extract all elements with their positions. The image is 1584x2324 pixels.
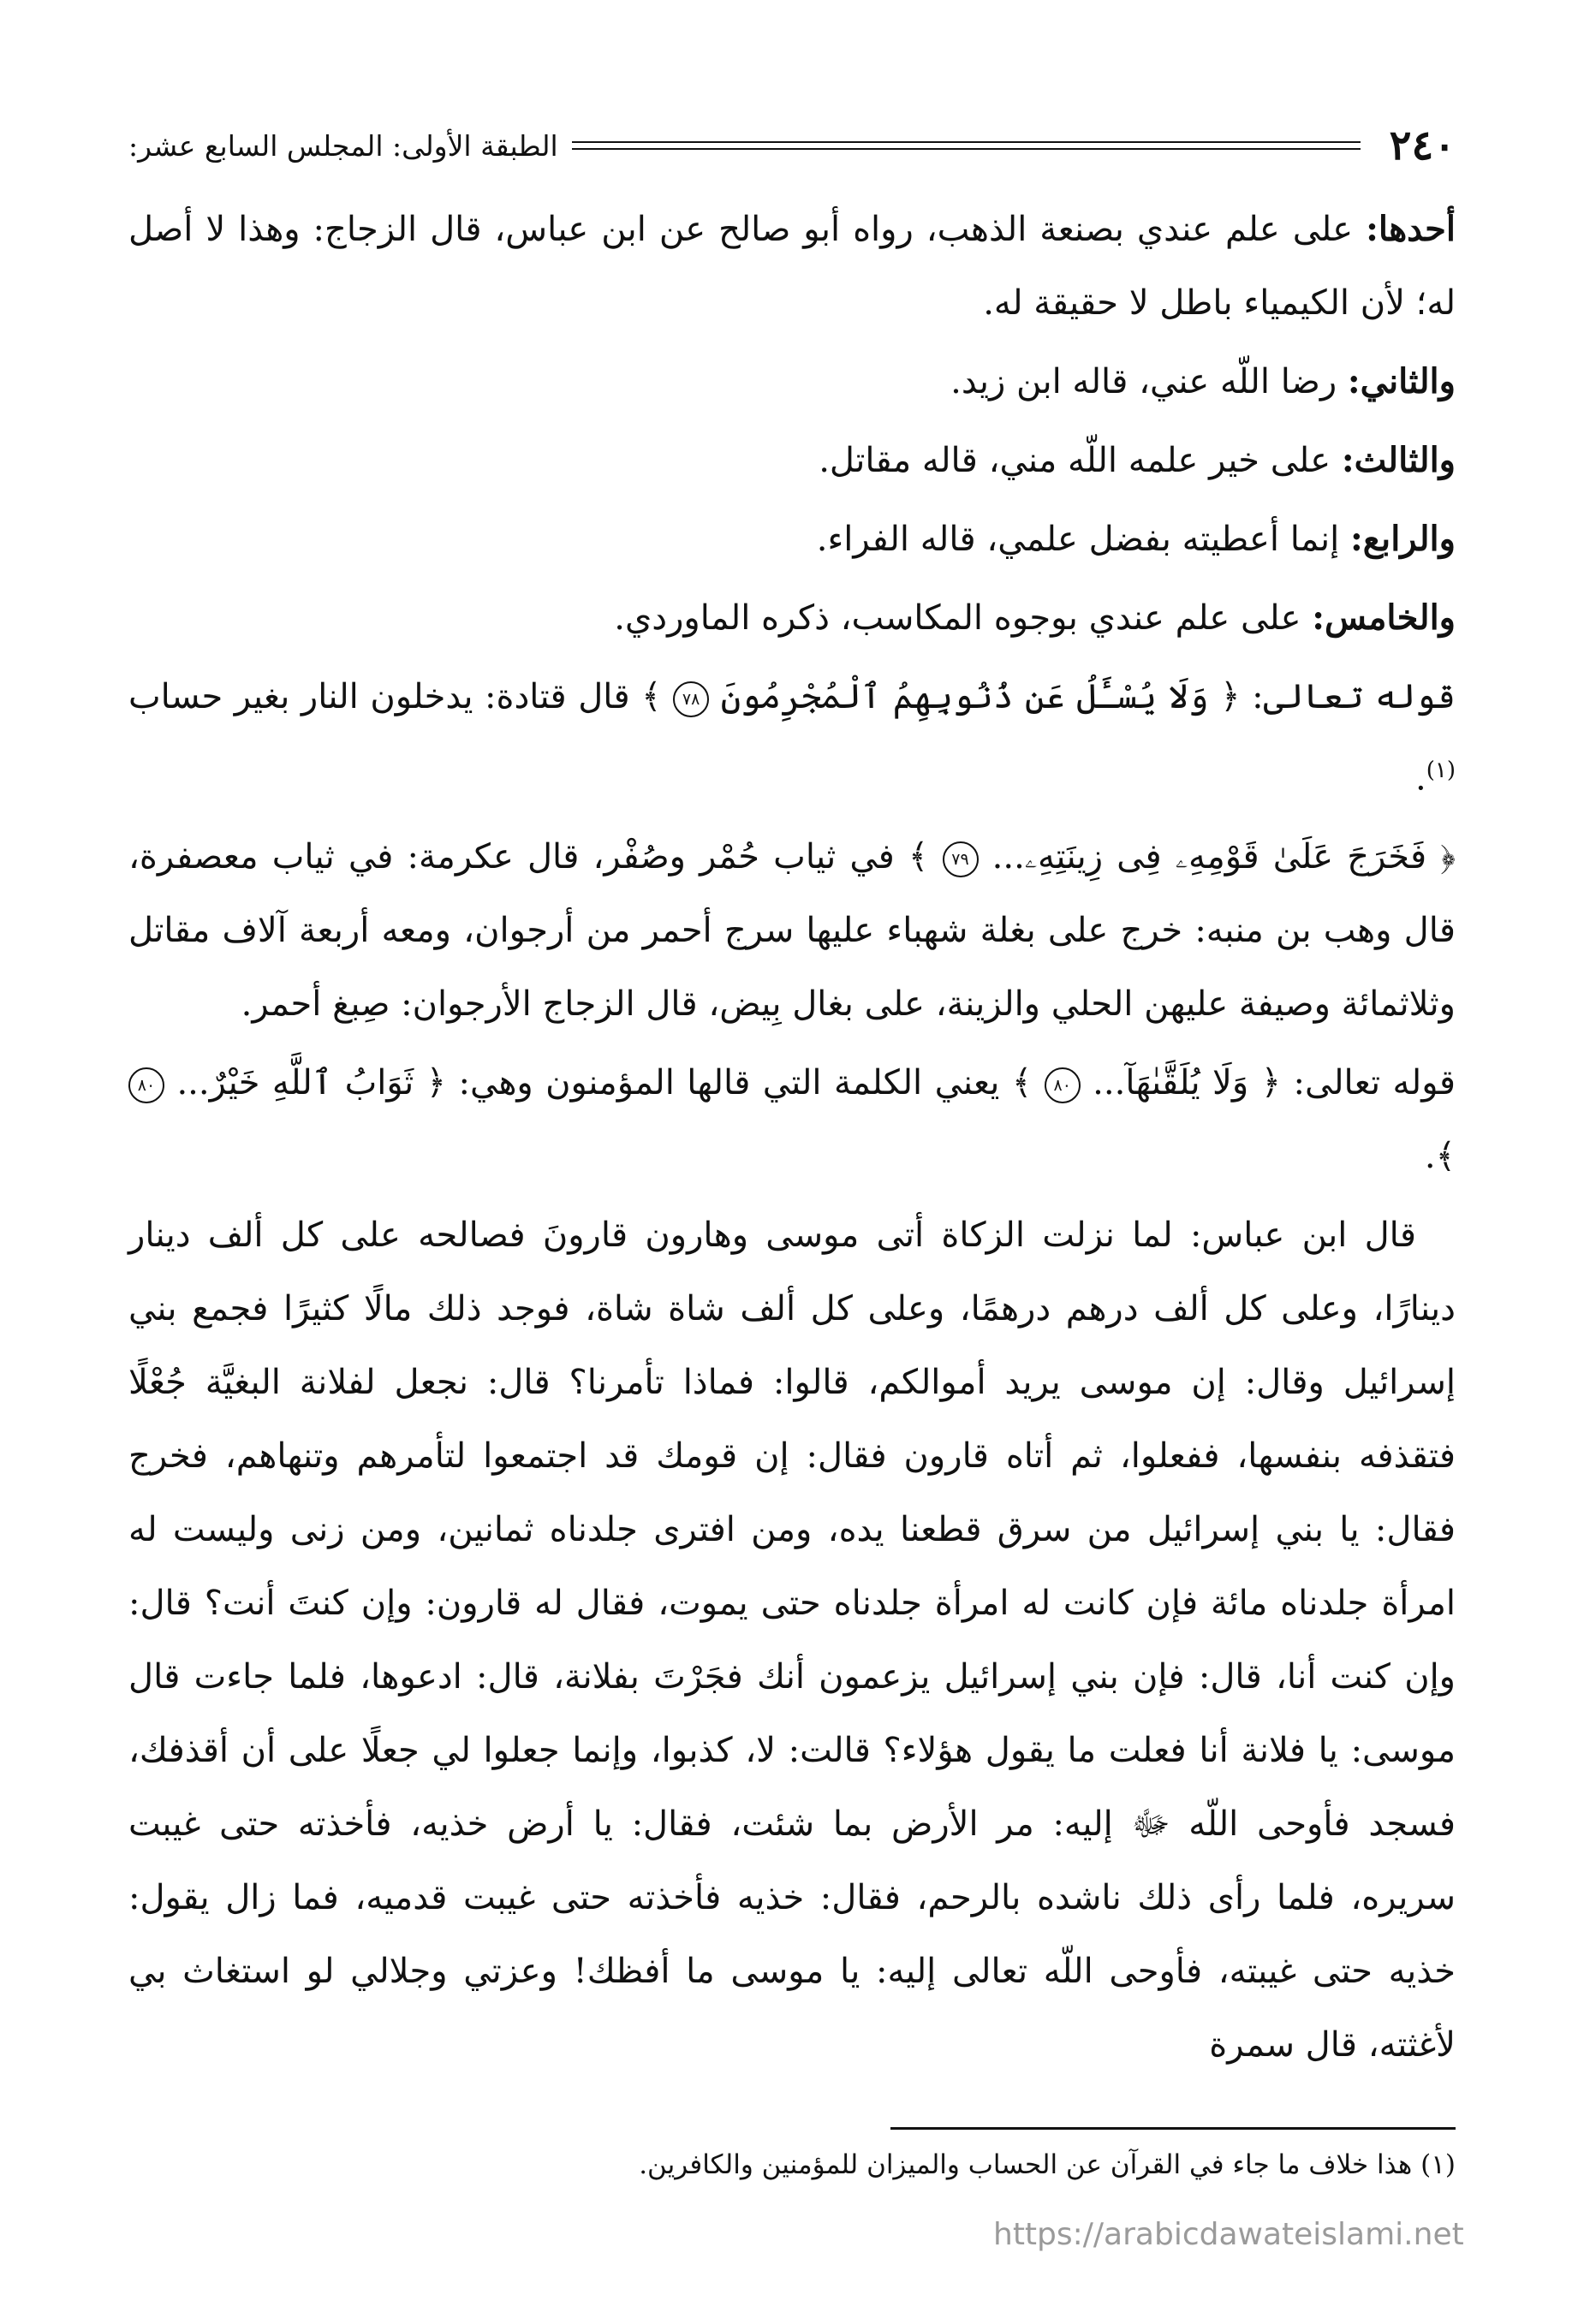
quran-verse: ثَوَابُ ٱللَّهِ خَيْرٌ... [176,1063,414,1103]
opinion-term: أحدها: [1366,209,1456,249]
running-title: الطبقة الأولى: المجلس السابع عشر: [128,128,558,163]
paragraph-text: رضا اللّه عني، قاله ابن زيد. [950,362,1348,401]
paragraph-second-opinion [128,345,1456,419]
quran-open-bracket: ﴿ [1440,837,1456,877]
quran-close-bracket: ﴾ [1435,1137,1456,1177]
opinion-term: والخامس: [1312,597,1456,638]
quran-verse: وَلَا يُلَقَّىٰهَآ... [1093,1063,1249,1103]
ayah-number-marker: ٨٠ [1045,1067,1081,1103]
page-body [128,193,1456,2082]
paragraph-text: في ثياب حُمْر وصُفْر، قال عكرمة: في ثياب معصفرة، قال وهب بن منبه: خرج على بغلة شهباء عليها سرج أحمر من أرجوان، ومعه أربعة آلاف مقاتل وثلاثمائة وصيفة عليهن الحلي والزينة، على بغال بِيض، قال الزجاج الأرجوان: صِبغ أحمر. [128,837,1456,1025]
quran-close-bracket: ﴾ [641,677,662,716]
paragraph-text: قال قتادة: يدخلون النار بغير حساب [128,677,642,716]
quran-open-bracket: ﴿ [1220,677,1241,716]
paragraph-fifth-opinion [128,581,1456,655]
footnote-separator [890,2127,1456,2130]
opinion-term: والرابع: [1350,519,1456,559]
paragraph-text: يعني الكلمة التي قالها المؤمنون وهي: [446,1063,1012,1103]
paragraph-text: قوله تعالى: [1281,1063,1456,1103]
paragraph-ibn-abbas-narration: قال ابن عباس: لما نزلت الزكاة أتى موسى وهارون قارونَ فصالحه على كل ألف دينار دينارًا، وعلى كل ألف درهم درهمًا، وعلى كل ألف شاة شاة، فوجد ذلك مالًا كثيرًا فجمع بني إسرائيل وقال: إن موسى يريد أموالكم، قالوا: فماذا تأمرنا؟ قال: نجعل لفلانة البغيَّة جُعْلًا فتقذفه بنفسها، ففعلوا، ثم أتاه قارون فقال: إن قومك قد اجتمعوا لتأمرهم وتنهاهم، فخرج فقال: يا بني إسرائيل من سرق قطعنا يده، ومن افترى جلدناه ثمانين، ومن زنى وليست له امرأة جلدناه مائة فإن كانت له امرأة جلدناه حتى يموت، فقال له قارون: وإن كنتَ أنت؟ قال: وإن كنت أنا، قال: فإن بني إسرائيل يزعمون أنك فجَرْتَ بفلانة، قال: ادعوها، فلما جاءت قال موسى: يا فلانة أنا فعلت ما يقول هؤلاء؟ قالت: لا، كذبوا، وإنما جعلوا لي جعلًا على أن أقذفك، فسجد فأوحى اللّه ﷻ إليه: مر الأرض بما شئت، فقال: يا أرض خذيه، فأخذته حتى غيبت سريره، فلما رأى ذلك ناشده بالرحم، فقال: خذيه فأخذته حتى غيبت قدميه، فما زال يقول: خذيه حتى غيبته، فأوحى اللّه تعالى إليه: يا موسى ما أفظك! وعزتي وجلالي لو استغاث بي لأغثته، قال سمرة [128,1215,1456,2065]
ayah-number-marker: ٧٩ [943,841,979,877]
quran-close-bracket: ﴾ [1011,1063,1033,1103]
footnote-reference: (١) [1426,758,1456,783]
page-number: ٢٤٠ [1389,122,1456,169]
page-header [128,120,1456,171]
quran-close-bracket: ﴾ [908,837,929,877]
opinion-term: والثالث: [1341,440,1456,480]
paragraph-text: إنما أعطيته بفضل علمي، قاله الفراء. [816,520,1350,559]
ayah-number-marker: ٧٨ [673,681,709,717]
paragraph-verse-80: قوله تعالى: ﴿ وَلَا يُلَقَّىٰهَآ... ٨٠ ﴾ يعني الكلمة التي قالها المؤمنون وهي: ﴿ ثَوَابُ ٱللَّهِ خَيْرٌ... ٨٠ ﴾. [128,1046,1456,1193]
quran-open-bracket: ﴿ [426,1063,447,1103]
watermark-url: https://arabicdawateislami.net [993,2217,1464,2252]
ayah-number-marker: ٨٠ [128,1067,164,1103]
quran-verse: وَلَا يُسْـَٔلُ عَن ذُنُوبِهِمُ ٱلْمُجْرِمُونَ [720,677,1209,716]
quran-open-bracket: ﴿ [1260,1063,1282,1103]
paragraph-text: على علم عندي بصنعة الذهب، رواه أبو صالح عن ابن عباس، قال الزجاج: وهذا لا أصل له؛ لأن الكيمياء باطل لا حقيقة له. [128,210,1456,323]
opinion-term: والثاني: [1347,361,1456,401]
footnote: (١) هذا خلاف ما جاء في القرآن عن الحساب والميزان للمؤمنين والكافرين. [639,2149,1456,2180]
paragraph-fourth-opinion [128,502,1456,576]
paragraph-text: على علم عندي بوجوه المكاسب، ذكره الماوردي. [614,598,1313,638]
quran-verse: فَخَرَجَ عَلَىٰ قَوْمِهِۦ فِى زِينَتِهِۦ... [991,837,1427,877]
paragraph-verse-78: قوله تعالى: ﴿ وَلَا يُسْـَٔلُ عَن ذُنُوبِهِمُ ٱلْمُجْرِمُونَ ٧٨ ﴾ قال قتادة: يدخلون النار بغير حساب $^{(١)}$. [128,677,1456,799]
paragraph-text: قوله تعالى: [1240,677,1456,716]
paragraph-first-opinion [128,193,1456,340]
paragraph-verse-79 [128,820,1456,1041]
paragraph-third-opinion [128,424,1456,497]
header-double-rule [572,141,1361,150]
paragraph-text: على خير علمه اللّه مني، قاله مقاتل. [819,441,1342,480]
